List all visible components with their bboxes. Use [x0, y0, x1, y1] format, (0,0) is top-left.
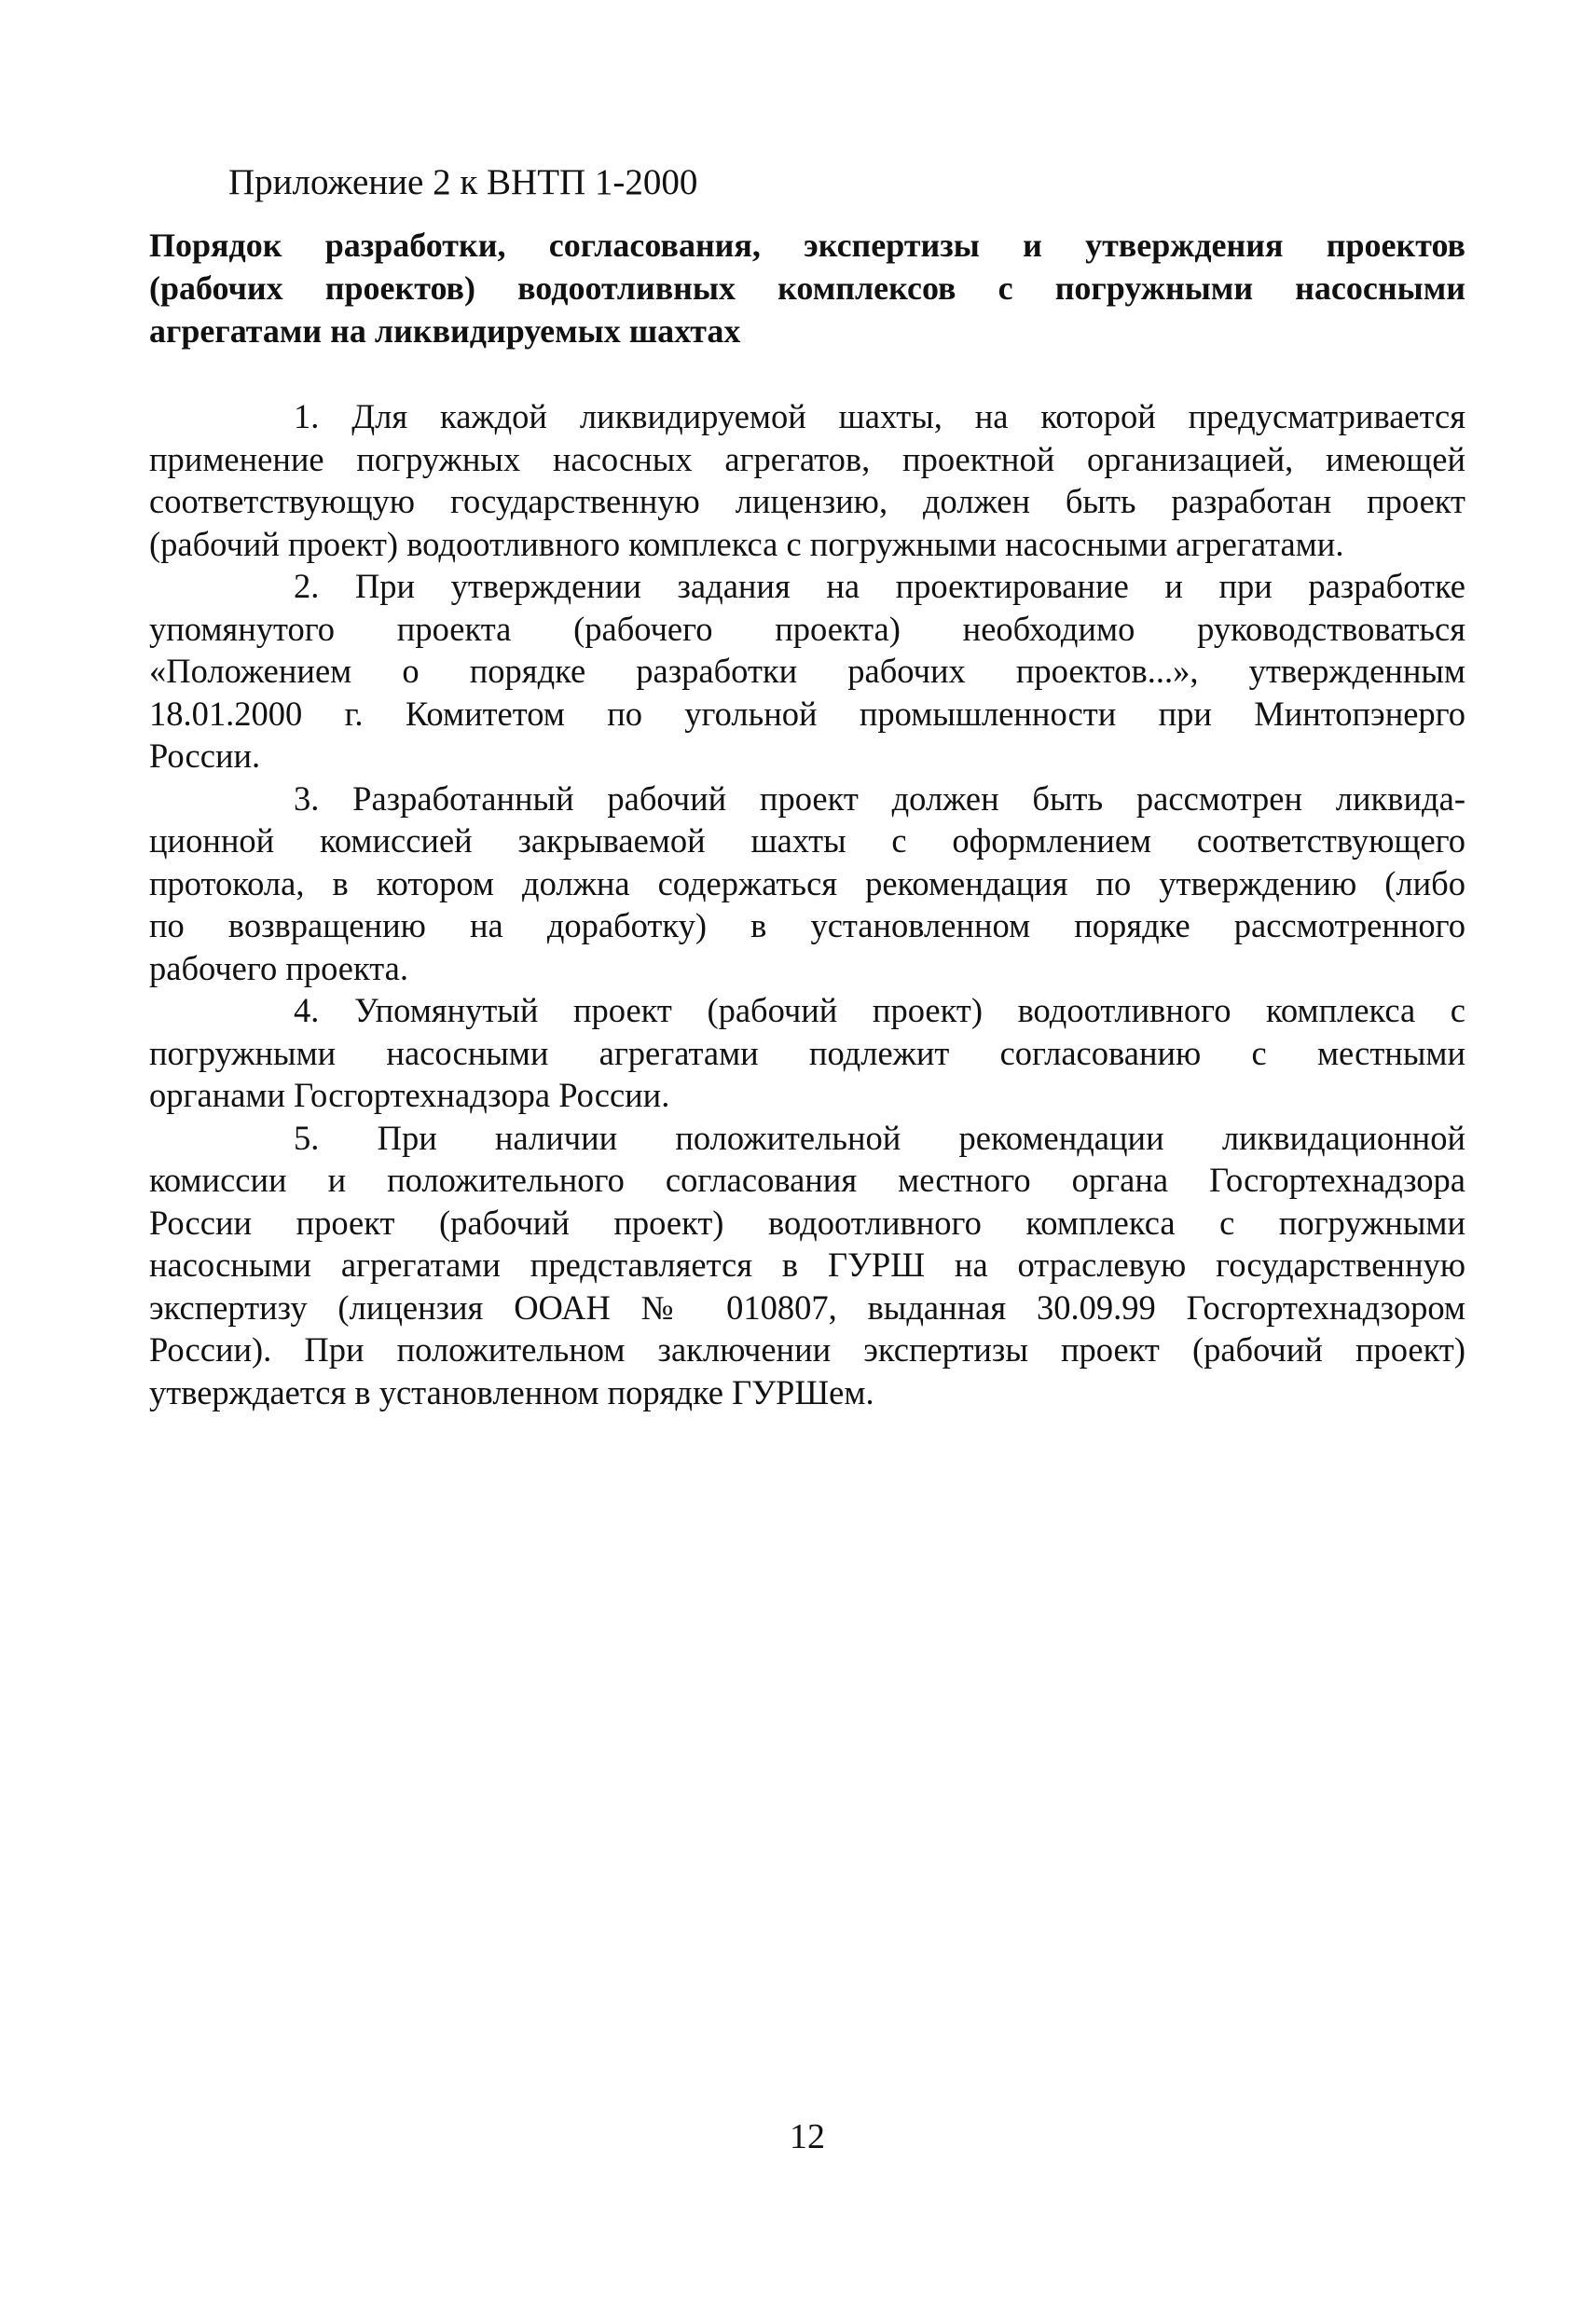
text-line: погружными насосными агрегатами подлежит согласованию с местными — [149, 1033, 1465, 1072]
text-line: России. — [149, 737, 261, 775]
text-line: экспертизу (лицензия ООАН № 010807, выданная 30.09.99 Госгортехнадзором — [149, 1287, 1465, 1327]
text-line: протокола, в котором должна содержаться рекомендация по утверждению (либо — [149, 863, 1465, 902]
text-line: России). При положительном заключении экспертизы проект (рабочий проект) — [149, 1330, 1465, 1369]
document-body — [149, 395, 1465, 1413]
page-number: 12 — [790, 2117, 825, 2156]
paragraph-5 — [149, 1117, 1465, 1414]
text-line: 3. Разработанный рабочий проект должен быть рассмотрен ликвида- — [294, 778, 1465, 818]
text-line: упомянутого проекта (рабочего проекта) необходимо руководствоваться — [149, 609, 1465, 648]
title-line: Порядок разработки, согласования, экспертизы и утверждения проектов — [149, 227, 1465, 264]
text-line: «Положением о порядке разработки рабочих проектов...», утвержденным — [149, 652, 1465, 690]
paragraph-4 — [149, 989, 1465, 1117]
appendix-label: Приложение 2 к ВНТП 1-2000 — [228, 162, 698, 202]
text-line: России проект (рабочий проект) водоотливного комплекса с погружными — [149, 1203, 1465, 1242]
text-line: по возвращению на доработку) в установленном порядке рассмотренного — [149, 906, 1465, 944]
text-line: рабочего проекта. — [149, 948, 408, 987]
title-line: (рабочих проектов) водоотливных комплексов с погружными насосными — [149, 269, 1465, 307]
title-line: агрегатами на ликвидируемых шахтах — [149, 312, 741, 350]
text-line: 5. При наличии положительной рекомендации ликвидационной — [294, 1118, 1465, 1157]
paragraph-3 — [149, 778, 1465, 990]
document-title — [149, 224, 1465, 352]
text-line: (рабочий проект) водоотливного комплекса с погружными насосными агрегатами. — [149, 524, 1344, 563]
text-line: применение погружных насосных агрегатов, проектной организацией, имеющей — [149, 439, 1465, 478]
paragraph-2 — [149, 565, 1465, 778]
text-line: утверждается в установленном порядке ГУРШем. — [149, 1372, 874, 1411]
text-line: соответствующую государственную лицензию, должен быть разработан проект — [149, 482, 1465, 520]
text-line: 4. Упомянутый проект (рабочий проект) водоотливного комплекса с — [294, 991, 1465, 1029]
text-line: комиссии и положительного согласования местного органа Госгортехнадзора — [149, 1161, 1465, 1199]
text-line: 1. Для каждой ликвидируемой шахты, на которой предусматривается — [294, 397, 1465, 435]
text-line: насосными агрегатами представляется в ГУРШ на отраслевую государственную — [149, 1246, 1465, 1284]
text-line: 2. При утверждении задания на проектирование и при разработке — [294, 567, 1465, 605]
text-line: ционной комиссией закрываемой шахты с оформлением соответствующего — [149, 821, 1465, 860]
text-line: 18.01.2000 г. Комитетом по угольной промышленности при Минтопэнерго — [149, 694, 1465, 733]
text-line: органами Госгортехнадзора России. — [149, 1076, 670, 1114]
paragraph-1 — [149, 395, 1465, 565]
